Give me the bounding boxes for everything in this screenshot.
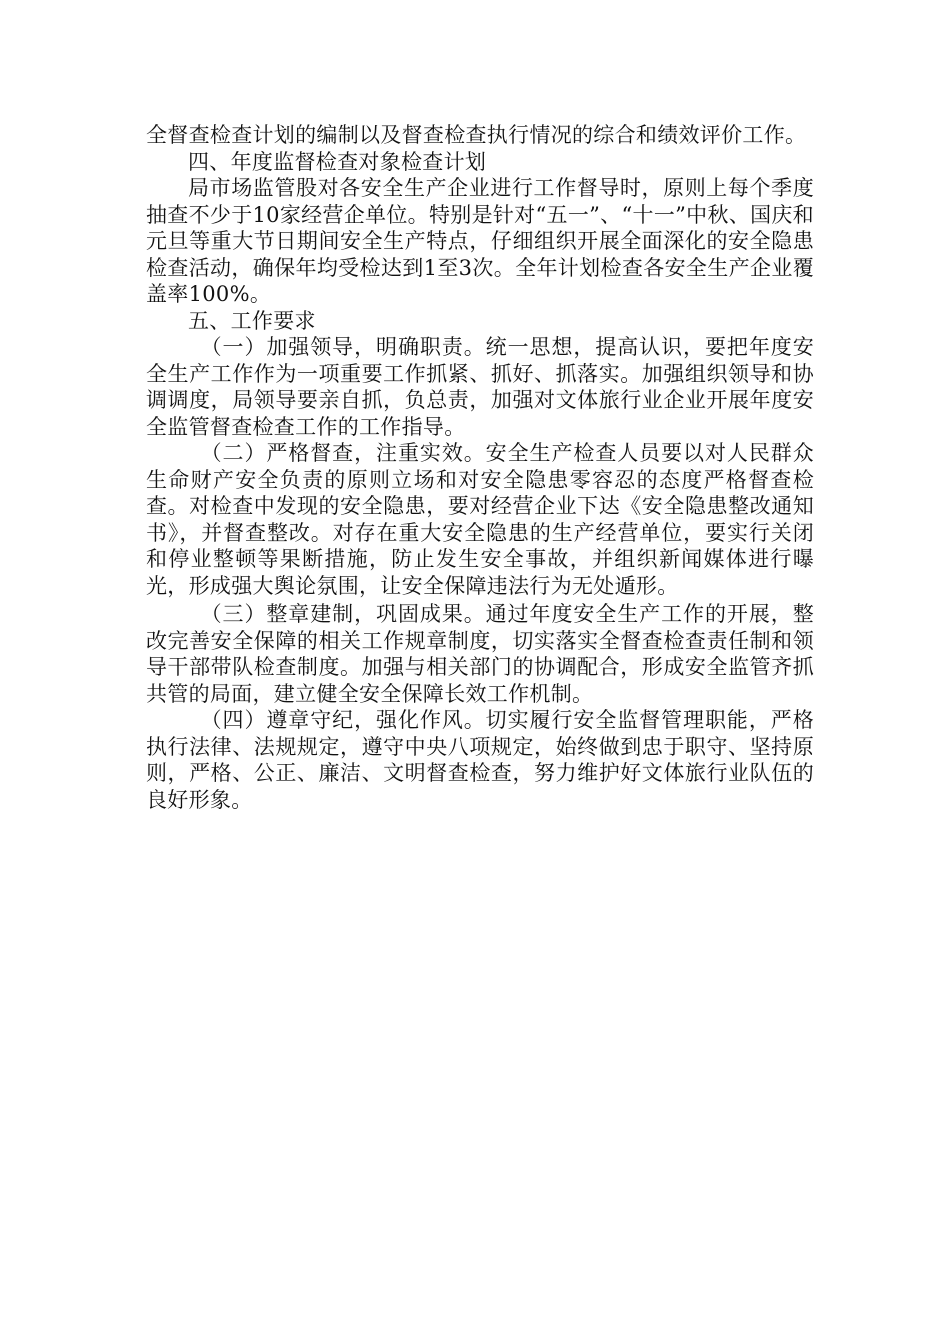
- paragraph-inspection-plan: 局市场监管股对各安全生产企业进行工作督导时，原则上每个季度抽查不少于10家经营企单位。特别是针对“五一”、“十一”中秋、国庆和元旦等重大节日期间安全生产特点，仔细组织开展全面深化的安全隐患检查活动，确保年均受检达到1至3次。全年计划检查各安全生产企业覆盖率100%。: [146, 176, 814, 306]
- paragraph-requirement-3: （三）整章建制，巩固成果。通过年度安全生产工作的开展，整改完善安全保障的相关工作规章制度，切实落实全督查检查责任制和领导干部带队检查制度。加强与相关部门的协调配合，形成安全监管齐抓共管的局面，建立健全安全保障长效工作机制。: [146, 602, 814, 706]
- section-heading-annual-inspection-plan: 四、年度监督检查对象检查计划: [188, 149, 487, 174]
- paragraph-requirement-4: （四）遵章守纪，强化作风。切实履行安全监督管理职能，严格执行法律、法规规定，遵守中央八项规定，始终做到忠于职守、坚持原则，严格、公正、廉洁、文明督查检查，努力维护好文体旅行业队伍的良好形象。: [146, 708, 814, 812]
- paragraph-requirement-1: （一）加强领导，明确职责。统一思想，提高认识，要把年度安全生产工作作为一项重要工作抓紧、抓好、抓落实。加强组织领导和协调调度，局领导要亲自抓，负总责，加强对文体旅行业企业开展年度安全监管督查检查工作的工作指导。: [146, 335, 814, 439]
- paragraph-continuation: 全督查检查计划的编制以及督查检查执行情况的综合和绩效评价工作。: [146, 123, 807, 147]
- paragraph-requirement-2: （二）严格督查，注重实效。安全生产检查人员要以对人民群众生命财产安全负责的原则立场和对安全隐患零容忍的态度严格督查检查。对检查中发现的安全隐患，要对经营企业下达《安全隐患整改通知书》，并督查整改。对存在重大安全隐患的生产经营单位，要实行关闭和停业整顿等果断措施，防止发生安全事故，并组织新闻媒体进行曝光，形成强大舆论氛围，让安全保障违法行为无处遁形。: [146, 441, 814, 598]
- document-body: [146, 122, 814, 813]
- section-heading-work-requirements: 五、工作要求: [188, 308, 316, 333]
